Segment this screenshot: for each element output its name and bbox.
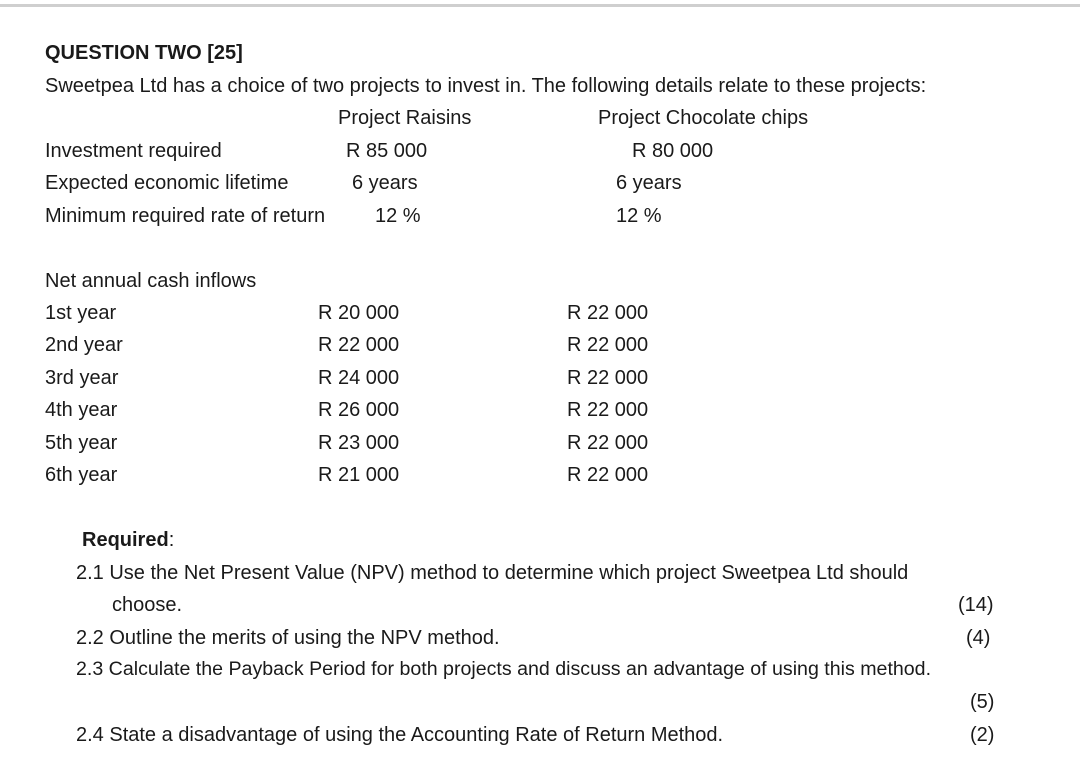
inflow-value-b: R 22 000 [567, 464, 649, 486]
project-b-heading: Project Chocolate chips [598, 107, 809, 129]
year-label: 2nd year [45, 334, 123, 356]
inflow-value-a: R 22 000 [318, 334, 400, 356]
question-item-text: 2.3 Calculate the Payback Period for both projects and discuss an advantage of using this method. [76, 658, 932, 680]
question-item-marks: (2) [970, 724, 995, 746]
detail-value-a: 12 % [375, 205, 421, 227]
cash-inflows-heading: Net annual cash inflows [45, 270, 257, 292]
question-title: QUESTION TWO [25] [45, 42, 243, 64]
top-divider [0, 4, 1080, 7]
inflow-value-a: R 23 000 [318, 432, 400, 454]
inflow-value-a: R 24 000 [318, 367, 400, 389]
detail-label: Investment required [45, 140, 222, 162]
question-item-marks: (14) [958, 594, 994, 616]
detail-value-a: R 85 000 [346, 140, 428, 162]
inflow-value-a: R 26 000 [318, 399, 400, 421]
question-item-text-cont: choose. [112, 594, 183, 616]
detail-value-b: 6 years [616, 172, 682, 194]
detail-value-a: 6 years [352, 172, 418, 194]
project-a-heading: Project Raisins [338, 107, 472, 129]
question-item-marks: (5) [970, 691, 995, 713]
required-label: Required [82, 529, 169, 551]
detail-label: Minimum required rate of return [45, 205, 326, 227]
year-label: 3rd year [45, 367, 119, 389]
question-item-text: 2.4 State a disadvantage of using the Accounting Rate of Return Method. [76, 724, 724, 746]
year-label: 4th year [45, 399, 118, 421]
question-item-text: 2.2 Outline the merits of using the NPV method. [76, 627, 500, 649]
required-colon: : [168, 529, 175, 551]
inflow-value-a: R 21 000 [318, 464, 400, 486]
inflow-value-b: R 22 000 [567, 432, 649, 454]
year-label: 6th year [45, 464, 118, 486]
inflow-value-a: R 20 000 [318, 302, 400, 324]
question-item-marks: (4) [966, 627, 991, 649]
inflow-value-b: R 22 000 [567, 367, 649, 389]
detail-label: Expected economic lifetime [45, 172, 289, 194]
year-label: 1st year [45, 302, 117, 324]
year-label: 5th year [45, 432, 118, 454]
intro-text: Sweetpea Ltd has a choice of two projects to invest in. The following details relate to these projects: [45, 75, 927, 97]
inflow-value-b: R 22 000 [567, 302, 649, 324]
detail-value-b: R 80 000 [632, 140, 714, 162]
required-heading [82, 528, 174, 552]
inflow-value-b: R 22 000 [567, 399, 649, 421]
inflow-value-b: R 22 000 [567, 334, 649, 356]
question-item-text: 2.1 Use the Net Present Value (NPV) method to determine which project Sweetpea Ltd should [76, 562, 909, 584]
detail-value-b: 12 % [616, 205, 662, 227]
